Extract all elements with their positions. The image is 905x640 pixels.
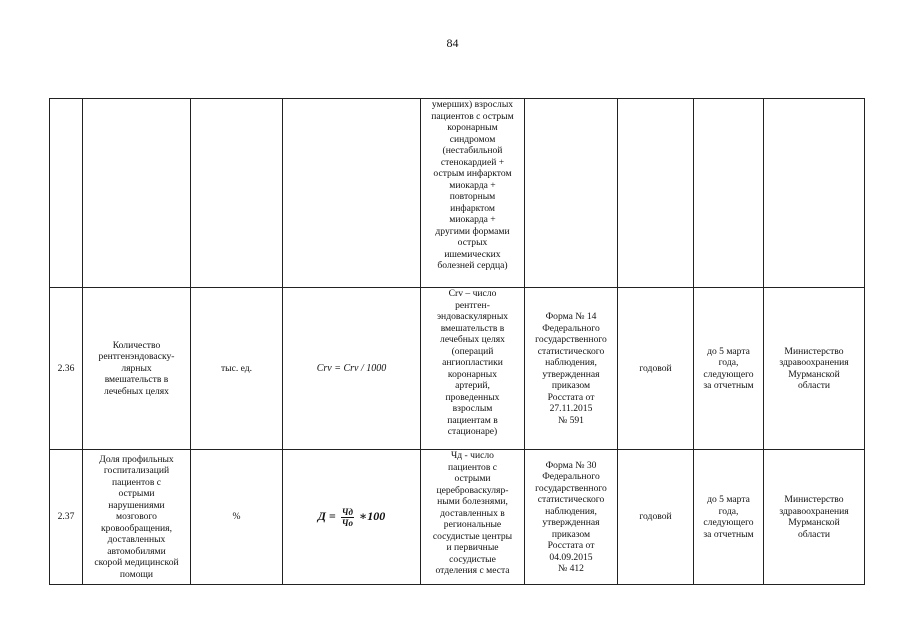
- cell-indicator-name: [83, 99, 191, 288]
- formula-expression: Д = $\frac{Чд}{Чо}$ ∗100: [317, 506, 386, 528]
- cell-definition: умерших) взрослых пациентов с острым коронарным синдромом (нестабильной стенокардией + острым инфарктом миокарда + повторным инфарктом миокарда + другими формами острых ишемических болезней сердца): [421, 99, 525, 288]
- cell-responsible: Министерство здравоохранения Мурманской области: [764, 450, 865, 585]
- cell-formula: [283, 99, 421, 288]
- cell-source: Форма № 14 Федерального государственного статистического наблюдения, утвержденная приказом Росстата от 27.11.2015 № 591: [525, 288, 618, 450]
- cell-responsible: [764, 99, 865, 288]
- cell-definition: Crv – число рентген- эндоваскулярных вмешательств в лечебных целях (операций ангиопластики коронарных артерий, проведенных взрослым пациентам в стационаре): [421, 288, 525, 450]
- table-row: [50, 99, 865, 288]
- cell-formula: Crv = Crv / 1000: [283, 288, 421, 450]
- cell-unit: тыс. ед.: [191, 288, 283, 450]
- table-row: [50, 450, 865, 585]
- cell-period: [618, 99, 694, 288]
- cell-unit: [191, 99, 283, 288]
- cell-indicator-name: Доля профильных госпитализаций пациентов с острыми нарушениями мозгового кровообращения, доставленных автомобилями скорой медицинской помощи: [83, 450, 191, 585]
- cell-deadline: до 5 марта года, следующего за отчетным: [694, 450, 764, 585]
- cell-number: 2.37: [50, 450, 83, 585]
- indicators-table: [49, 98, 865, 585]
- cell-source: [525, 99, 618, 288]
- cell-number: [50, 99, 83, 288]
- cell-formula: [283, 450, 421, 585]
- formula-fraction: $\frac{Чд}{Чо}$: [341, 506, 353, 528]
- cell-period: годовой: [618, 450, 694, 585]
- cell-source: Форма № 30 Федерального государственного статистического наблюдения, утвержденная приказом Росстата от 04.09.2015 № 412: [525, 450, 618, 585]
- cell-number: 2.36: [50, 288, 83, 450]
- cell-definition: Чд - число пациентов с острыми цереброваскуляр- ными болезнями, доставленных в региональные сосудистые центры и первичные сосудистые отделения с места: [421, 450, 525, 585]
- page-number: 84: [446, 36, 459, 50]
- table-row: [50, 288, 865, 450]
- cell-deadline: [694, 99, 764, 288]
- cell-indicator-name: Количество рентгенэндоваску- лярных вмешательств в лечебных целях: [83, 288, 191, 450]
- cell-responsible: Министерство здравоохранения Мурманской области: [764, 288, 865, 450]
- cell-deadline: до 5 марта года, следующего за отчетным: [694, 288, 764, 450]
- cell-period: годовой: [618, 288, 694, 450]
- cell-unit: %: [191, 450, 283, 585]
